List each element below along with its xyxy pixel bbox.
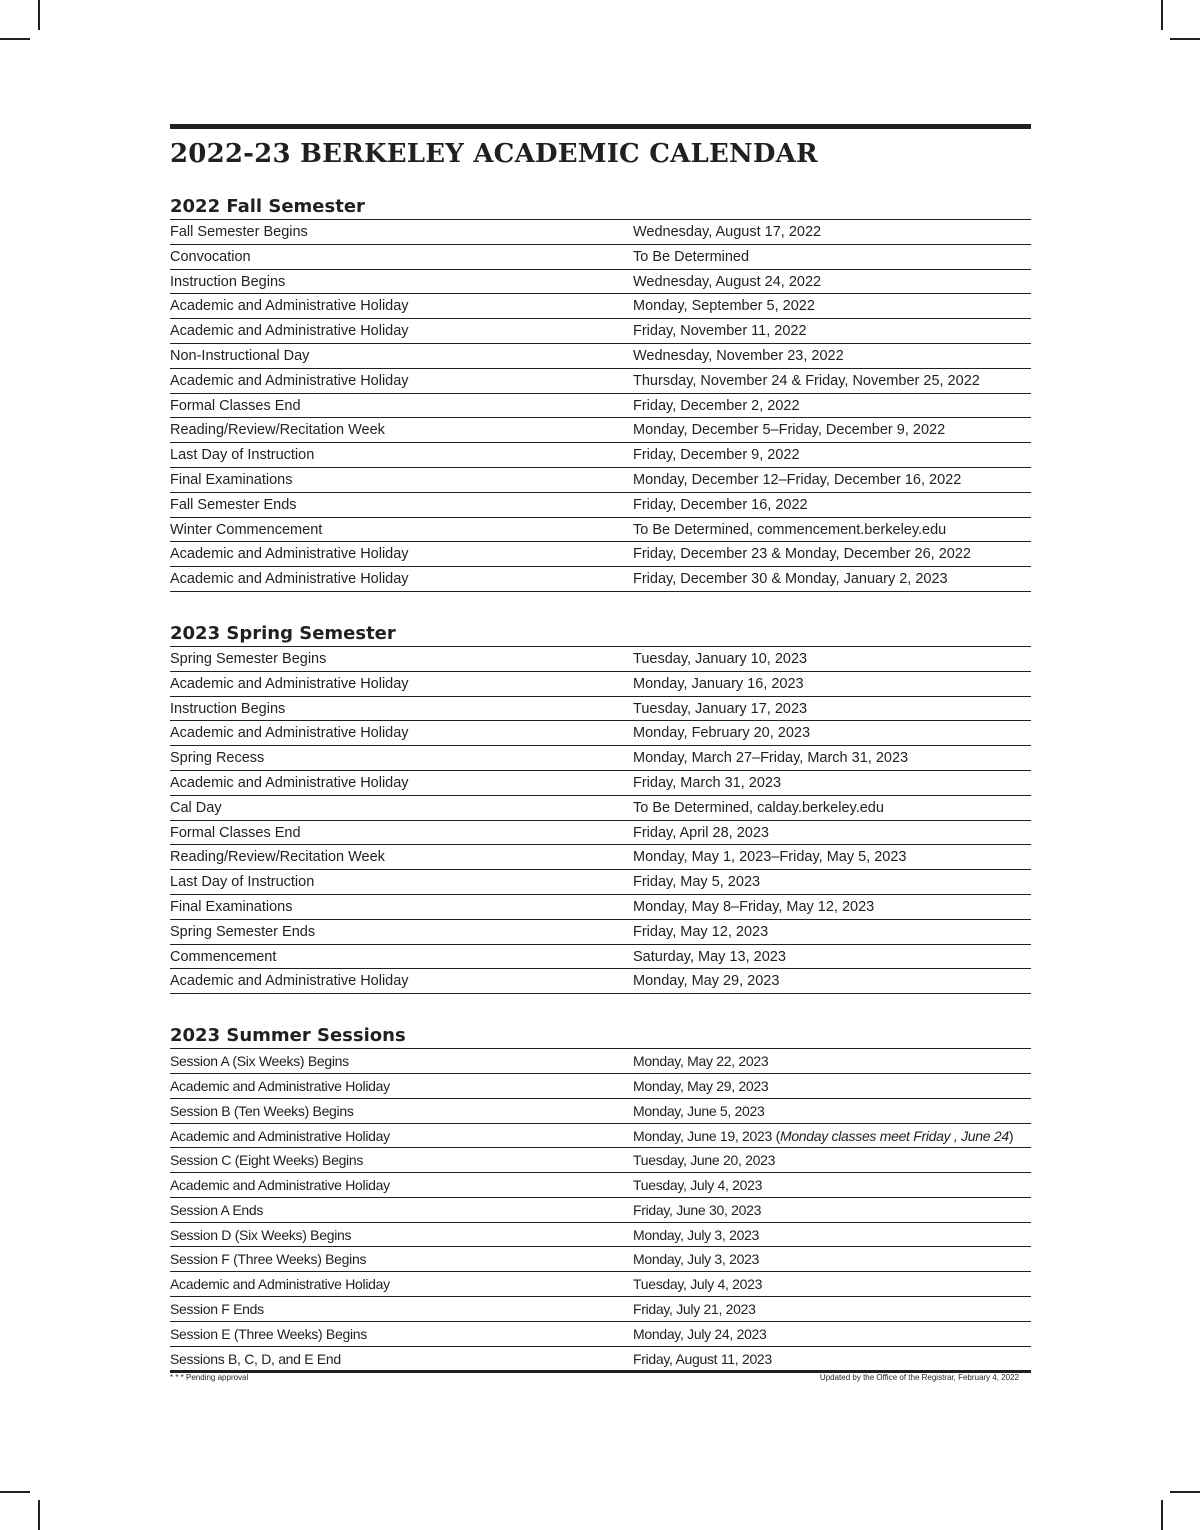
event-date — [633, 468, 1031, 492]
table-row — [170, 945, 1031, 970]
event-date — [633, 270, 1031, 294]
event-date-text: Friday, May 12, 2023 — [633, 923, 769, 940]
event-date — [633, 567, 1031, 591]
event-name: Winter Commencement — [170, 521, 323, 538]
event-date — [633, 1074, 1031, 1098]
event-date-text: Saturday, May 13, 2023 — [633, 948, 786, 965]
section-heading: 2022 Fall Semester — [170, 193, 1031, 220]
event-name: Fall Semester Ends — [170, 496, 297, 513]
event-date-text: Friday, April 28, 2023 — [633, 824, 769, 841]
event-date-text: Friday, December 30 & Monday, January 2, 2023 — [633, 571, 948, 588]
footer-note: * * * Pending approval — [170, 1373, 249, 1383]
event-date — [633, 1148, 1031, 1172]
event-date-text: Friday, December 16, 2022 — [633, 496, 808, 513]
event-name: Last Day of Instruction — [170, 447, 315, 464]
event-date — [633, 1099, 1031, 1123]
table-row — [170, 344, 1031, 369]
event-name: Session C (Eight Weeks) Begins — [170, 1152, 364, 1169]
event-name: Formal Classes End — [170, 824, 301, 841]
event-date-text: Friday, December 23 & Monday, December 26, 2022 — [633, 546, 971, 563]
event-date — [633, 1173, 1031, 1197]
calendar-section — [170, 1022, 1031, 1371]
event-date — [633, 1272, 1031, 1296]
event-date — [633, 969, 1031, 993]
event-date-text: Tuesday, January 17, 2023 — [633, 700, 808, 717]
event-name: Session B (Ten Weeks) Begins — [170, 1102, 354, 1119]
table-row — [170, 1074, 1031, 1099]
event-name: Commencement — [170, 948, 277, 965]
table-row — [170, 1173, 1031, 1198]
event-name: Last Day of Instruction — [170, 874, 315, 891]
table-row — [170, 1099, 1031, 1124]
event-date — [633, 1347, 1031, 1371]
event-name: Sessions B, C, D, and E End — [170, 1350, 341, 1367]
event-name: Convocation — [170, 248, 251, 265]
table-row — [170, 746, 1031, 771]
table-row — [170, 697, 1031, 722]
event-name: Academic and Administrative Holiday — [170, 1276, 390, 1293]
event-date-text: Tuesday, January 10, 2023 — [633, 650, 808, 667]
event-date-text: Monday, July 3, 2023 — [633, 1226, 760, 1243]
event-date-text: Friday, May 5, 2023 — [633, 874, 761, 891]
event-name: Academic and Administrative Holiday — [170, 1177, 390, 1194]
table-row — [170, 870, 1031, 895]
event-date — [633, 1297, 1031, 1321]
event-date — [633, 493, 1031, 517]
event-name: Spring Semester Begins — [170, 650, 327, 667]
event-name: Instruction Begins — [170, 273, 286, 290]
table-row — [170, 319, 1031, 344]
event-name: Session A Ends — [170, 1201, 264, 1218]
event-date — [633, 821, 1031, 845]
event-date-text: Monday, September 5, 2022 — [633, 298, 815, 315]
table-row — [170, 796, 1031, 821]
event-date-text: Monday, July 24, 2023 — [633, 1325, 767, 1342]
table-row — [170, 1272, 1031, 1297]
table-row — [170, 1247, 1031, 1272]
event-date — [633, 697, 1031, 721]
event-name: Non-Instructional Day — [170, 347, 310, 364]
table-row — [170, 1322, 1031, 1347]
table-row — [170, 1223, 1031, 1248]
event-date — [633, 1049, 1031, 1073]
event-date-suffix: ) — [1008, 1127, 1014, 1144]
table-row — [170, 245, 1031, 270]
section-heading: 2023 Summer Sessions — [170, 1022, 1031, 1049]
event-date — [633, 418, 1031, 442]
crop-mark — [1161, 0, 1163, 30]
event-date — [633, 1322, 1031, 1346]
event-date — [633, 746, 1031, 770]
event-date — [633, 220, 1031, 244]
table-row — [170, 394, 1031, 419]
table-row — [170, 220, 1031, 245]
event-name: Session A (Six Weeks) Begins — [170, 1053, 349, 1070]
table-row — [170, 468, 1031, 493]
calendar-section — [170, 193, 1031, 592]
crop-mark — [38, 1500, 40, 1530]
table-row — [170, 518, 1031, 543]
event-date-text: Monday, May 29, 2023 — [633, 973, 780, 990]
event-name: Spring Semester Ends — [170, 923, 316, 940]
event-date — [633, 344, 1031, 368]
event-date-text: Monday, February 20, 2023 — [633, 725, 811, 742]
table-row — [170, 443, 1031, 468]
event-date — [633, 845, 1031, 869]
event-date-text: Friday, November 11, 2022 — [633, 323, 807, 340]
event-date-text: Monday, December 5–Friday, December 9, 2022 — [633, 422, 946, 439]
table-row — [170, 672, 1031, 697]
event-name: Session F Ends — [170, 1301, 264, 1318]
table-row — [170, 969, 1031, 994]
event-date — [633, 394, 1031, 418]
table-row — [170, 821, 1031, 846]
event-date — [633, 319, 1031, 343]
event-date-text: Monday, May 1, 2023–Friday, May 5, 2023 — [633, 849, 907, 866]
event-date-text: Friday, December 2, 2022 — [633, 397, 800, 414]
table-row — [170, 567, 1031, 592]
footer-updated: Updated by the Office of the Registrar, February 4, 2022 — [819, 1373, 1019, 1383]
crop-mark — [1170, 38, 1200, 40]
top-rule — [170, 124, 1031, 129]
page-title: 2022-23 BERKELEY ACADEMIC CALENDAR — [170, 139, 818, 169]
table-row — [170, 369, 1031, 394]
event-date — [633, 895, 1031, 919]
table-row — [170, 418, 1031, 443]
table-row — [170, 920, 1031, 945]
table-row — [170, 542, 1031, 567]
event-date-text: Thursday, November 24 & Friday, November 25, 2022 — [633, 372, 980, 389]
calendar-sheet — [170, 124, 1031, 1383]
crop-mark — [0, 38, 30, 40]
event-date — [633, 245, 1031, 269]
event-name: Reading/Review/Recitation Week — [170, 849, 385, 866]
event-date — [633, 870, 1031, 894]
event-date — [633, 796, 1031, 820]
event-name: Academic and Administrative Holiday — [170, 774, 409, 791]
event-name: Formal Classes End — [170, 397, 301, 414]
event-name: Academic and Administrative Holiday — [170, 571, 409, 588]
table-row — [170, 1124, 1031, 1149]
event-date-text: Monday, May 22, 2023 — [633, 1053, 769, 1070]
table-row — [170, 721, 1031, 746]
table-row — [170, 1347, 1031, 1372]
table-row — [170, 771, 1031, 796]
event-date — [633, 1223, 1031, 1247]
event-name: Academic and Administrative Holiday — [170, 546, 409, 563]
table-row — [170, 493, 1031, 518]
event-date-text: To Be Determined, calday.berkeley.edu — [633, 799, 884, 816]
event-date — [633, 920, 1031, 944]
calendar-section — [170, 620, 1031, 994]
event-name: Session F (Three Weeks) Begins — [170, 1251, 367, 1268]
event-name: Academic and Administrative Holiday — [170, 298, 409, 315]
calendar-sections — [170, 193, 1031, 1371]
table-row — [170, 1198, 1031, 1223]
event-date-text: To Be Determined, commencement.berkeley.edu — [633, 521, 947, 538]
event-date-text: Wednesday, August 17, 2022 — [633, 224, 822, 240]
event-date-text: Wednesday, November 23, 2022 — [633, 347, 844, 364]
footer — [170, 1373, 1031, 1383]
event-name: Academic and Administrative Holiday — [170, 1077, 390, 1094]
table-row — [170, 1148, 1031, 1173]
event-name: Instruction Begins — [170, 700, 286, 717]
event-name: Academic and Administrative Holiday — [170, 1127, 390, 1144]
event-date-text: Tuesday, July 4, 2023 — [633, 1276, 763, 1293]
event-name: Final Examinations — [170, 471, 293, 488]
event-name: Fall Semester Begins — [170, 224, 308, 240]
event-date — [633, 672, 1031, 696]
event-name: Session D (Six Weeks) Begins — [170, 1226, 352, 1243]
crop-mark — [1161, 1500, 1163, 1530]
crop-mark — [38, 0, 40, 30]
event-date-text: Tuesday, June 20, 2023 — [633, 1152, 776, 1169]
event-date — [633, 1198, 1031, 1222]
table-row — [170, 1297, 1031, 1322]
event-date — [633, 945, 1031, 969]
event-date-text: Friday, December 9, 2022 — [633, 447, 800, 464]
event-name: Reading/Review/Recitation Week — [170, 422, 385, 439]
event-name: Session E (Three Weeks) Begins — [170, 1325, 367, 1342]
event-date — [633, 369, 1031, 393]
table-row — [170, 845, 1031, 870]
event-date — [633, 443, 1031, 467]
event-date-text: Monday, July 3, 2023 — [633, 1251, 760, 1268]
event-name: Academic and Administrative Holiday — [170, 973, 409, 990]
event-date — [633, 771, 1031, 795]
table-row — [170, 895, 1031, 920]
event-date-note: Monday classes meet Friday , June 24 — [779, 1127, 1009, 1144]
event-date-text: Monday, June 5, 2023 — [633, 1102, 765, 1119]
event-date-text: Friday, July 21, 2023 — [633, 1301, 756, 1318]
event-date — [633, 1124, 1031, 1148]
event-date — [633, 647, 1031, 671]
section-heading: 2023 Spring Semester — [170, 620, 1031, 647]
event-name: Academic and Administrative Holiday — [170, 675, 409, 692]
event-name: Final Examinations — [170, 898, 293, 915]
event-name: Academic and Administrative Holiday — [170, 323, 409, 340]
event-date-text: Monday, May 8–Friday, May 12, 2023 — [633, 898, 875, 915]
event-name: Spring Recess — [170, 750, 265, 767]
event-date — [633, 1247, 1031, 1271]
table-row — [170, 1049, 1031, 1074]
event-date-text: Monday, June 19, 2023 ( — [633, 1127, 780, 1144]
event-date — [633, 294, 1031, 318]
event-date-text: Monday, January 16, 2023 — [633, 675, 804, 692]
event-date-text: Friday, March 31, 2023 — [633, 774, 782, 791]
table-row — [170, 270, 1031, 295]
event-name: Academic and Administrative Holiday — [170, 372, 409, 389]
crop-mark — [1170, 1491, 1200, 1493]
event-date-text: To Be Determined — [633, 248, 750, 265]
table-row — [170, 647, 1031, 672]
event-name: Academic and Administrative Holiday — [170, 725, 409, 742]
event-date-text: Monday, May 29, 2023 — [633, 1077, 769, 1094]
table-row — [170, 294, 1031, 319]
event-date-text: Friday, August 11, 2023 — [633, 1350, 772, 1367]
event-name: Cal Day — [170, 799, 222, 816]
event-date-text: Tuesday, July 4, 2023 — [633, 1177, 763, 1194]
crop-mark — [0, 1491, 30, 1493]
event-date — [633, 721, 1031, 745]
event-date-text: Wednesday, August 24, 2022 — [633, 273, 822, 290]
event-date-text: Monday, December 12–Friday, December 16, 2022 — [633, 471, 962, 488]
event-date-text: Monday, March 27–Friday, March 31, 2023 — [633, 750, 909, 767]
event-date — [633, 542, 1031, 566]
event-date — [633, 518, 1031, 542]
event-date-text: Friday, June 30, 2023 — [633, 1201, 762, 1218]
